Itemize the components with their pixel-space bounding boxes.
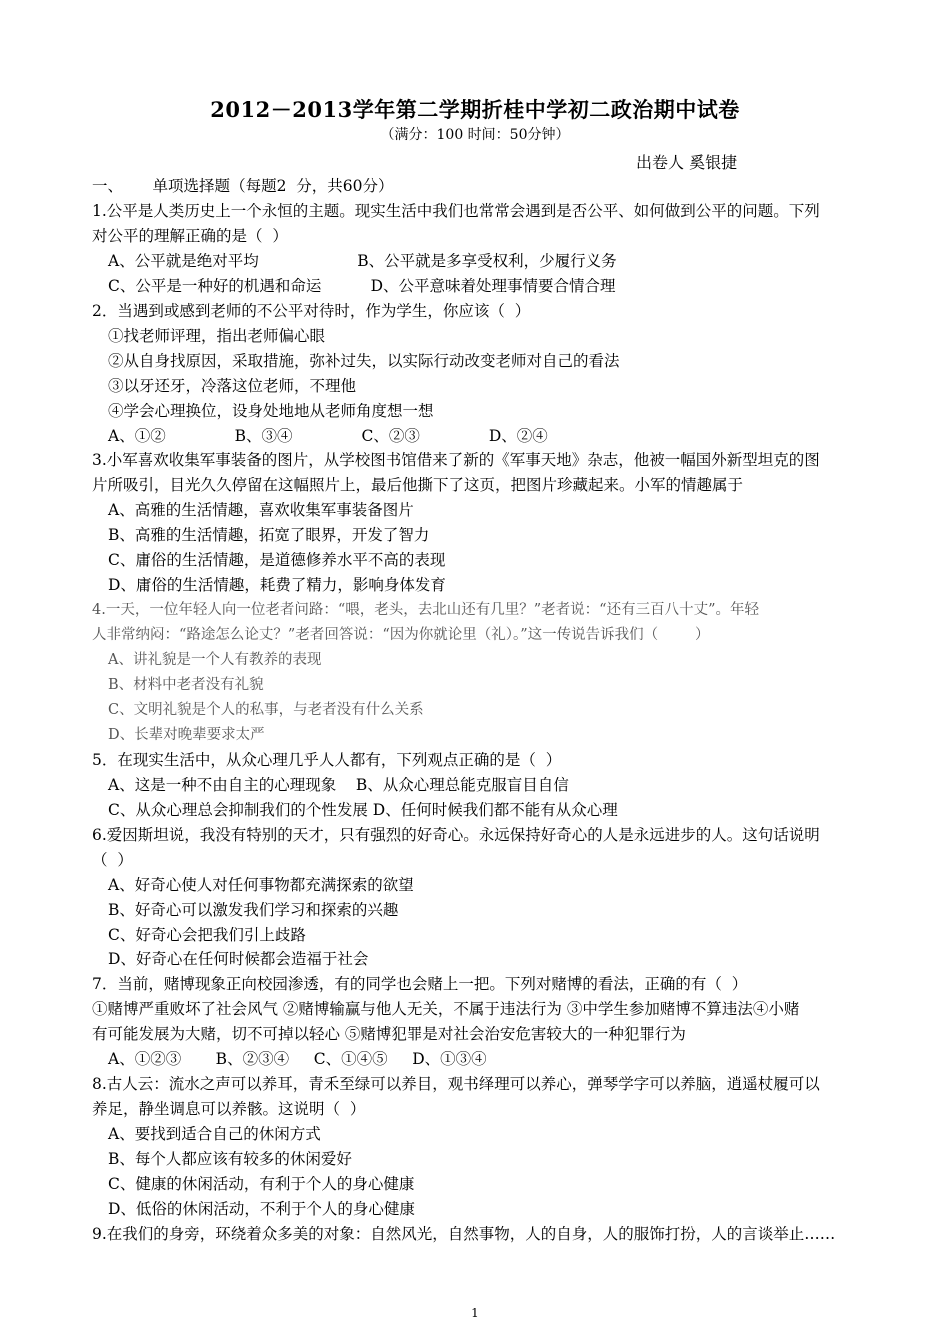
text-line: 3.小军喜欢收集军事装备的图片，从学校图书馆借来了新的《军事天地》杂志，他被一幅国外新型坦克的图 [92,451,820,470]
text-line: D、低俗的休闲活动，不利于个人的身心健康 [108,1199,415,1218]
text-line: B、高雅的生活情趣，拓宽了眼界，开发了智力 [108,526,430,545]
text-line: C、从众心理总会抑制我们的个性发展 D、任何时候我们都不能有从众心理 [108,800,618,819]
text-line: A、①②③ B、②③④ C、①④⑤ D、①③④ [108,1050,487,1069]
text-line: A、要找到适合自己的休闲方式 [108,1125,321,1144]
text-line: 6.爱因斯坦说，我没有特别的天才，只有强烈的好奇心。永远保持好奇心的人是永远进步的人。这句话说明 [92,825,820,844]
exam-score-time: （满分：100 时间：50分钟） [380,127,570,143]
text-line: ③以牙还牙，冷落这位老师，不理他 [108,376,357,395]
text-line: 8.古人云：流水之声可以养耳，青禾至绿可以养目，观书绎理可以养心，弹琴学字可以养脑，逍遥杖履可以 [92,1075,820,1094]
text-line: D、好奇心在任何时候都会造福于社会 [108,950,369,969]
text-line: 人非常纳闷：“路途怎么论丈？”老者回答说：“因为你就论里（礼）。”这一传说告诉我们（ ） [92,627,710,644]
text-line: 4.一天，一位年轻人向一位老者问路：“喂，老头，去北山还有几里？”老者说：“还有三百八十丈”。年轻 [92,602,759,619]
text-line: 9.在我们的身旁，环绕着众多美的对象：自然风光，自然事物，人的自身，人的服饰打扮，人的言谈举止…… [92,1224,836,1243]
exam-author: 出卷人 奚银捷 [636,153,738,172]
text-line: A、讲礼貌是一个人有教养的表现 [108,652,322,669]
exam-title: 2012－2013学年第二学期折桂中学初二政治期中试卷 [210,97,740,122]
text-line: 一、 单项选择题（每题2 分，共60分） [92,177,394,195]
text-line: A、这是一种不由自主的心理现象 B、从众心理总能克服盲目自信 [108,775,569,794]
text-line: B、材料中老者没有礼貌 [108,677,264,693]
text-line: ②从自身找原因，采取措施，弥补过失，以实际行动改变老师对自己的看法 [108,351,620,370]
text-line: 5．在现实生活中，从众心理几乎人人都有，下列观点正确的是（ ） [92,750,562,769]
text-line: ①赌博严重败坏了社会风气 ②赌博输赢与他人无关，不属于违法行为 ③中学生参加赌博不算违法④小赌 [92,1000,800,1019]
text-line: C、文明礼貌是个人的私事，与老者没有什么关系 [108,701,424,718]
text-line: 1.公平是人类历史上一个永恒的主题。现实生活中我们也常常会遇到是否公平、如何做到公平的问题。下列 [92,201,820,220]
text-line: A、公平就是绝对平均 B、公平就是多享受权利，少履行义务 [108,251,617,270]
text-line: ①找老师评理，指出老师偏心眼 [108,326,326,345]
text-line: 对公平的理解正确的是（ ） [92,226,288,245]
text-line: 养足，静坐调息可以养骸。这说明（ ） [92,1100,366,1119]
text-line: （ ） [92,850,133,869]
text-line: D、庸俗的生活情趣，耗费了精力，影响身体发育 [108,576,446,595]
text-line: C、健康的休闲活动，有利于个人的身心健康 [108,1175,415,1193]
text-line: ④学会心理换位，设身处地地从老师角度想一想 [108,401,434,420]
text-line: A、高雅的生活情趣，喜欢收集军事装备图片 [108,501,414,520]
text-line: C、庸俗的生活情趣，是道德修养水平不高的表现 [108,551,446,570]
text-line: 7．当前，赌博现象正向校园渗透，有的同学也会赌上一把。下列对赌博的看法，正确的有（ ） [92,975,748,994]
text-line: B、每个人都应该有较多的休闲爱好 [108,1150,352,1169]
page-number: 1 [471,1306,479,1320]
text-line: 2．当遇到或感到老师的不公平对待时，作为学生，你应该（ ） [92,301,531,320]
text-line: A、好奇心使人对任何事物都充满探索的欲望 [108,875,414,894]
text-line: 有可能发展为大赌，切不可掉以轻心 ⑤赌博犯罪是对社会治安危害较大的一种犯罪行为 [92,1025,686,1044]
text-line: C、好奇心会把我们引上歧路 [108,925,306,944]
text-line: B、好奇心可以激发我们学习和探索的兴趣 [108,900,399,919]
text-line: A、①② B、③④ C、②③ D、②④ [108,426,548,445]
text-line: 片所吸引，目光久久停留在这幅照片上，最后他撕下了这页，把图片珍藏起来。小军的情趣属于 [92,476,744,495]
text-line: C、公平是一种好的机遇和命运 D、公平意味着处理事情要合情合理 [108,276,616,295]
text-line: D、长辈对晚辈要求太严 [108,726,265,743]
